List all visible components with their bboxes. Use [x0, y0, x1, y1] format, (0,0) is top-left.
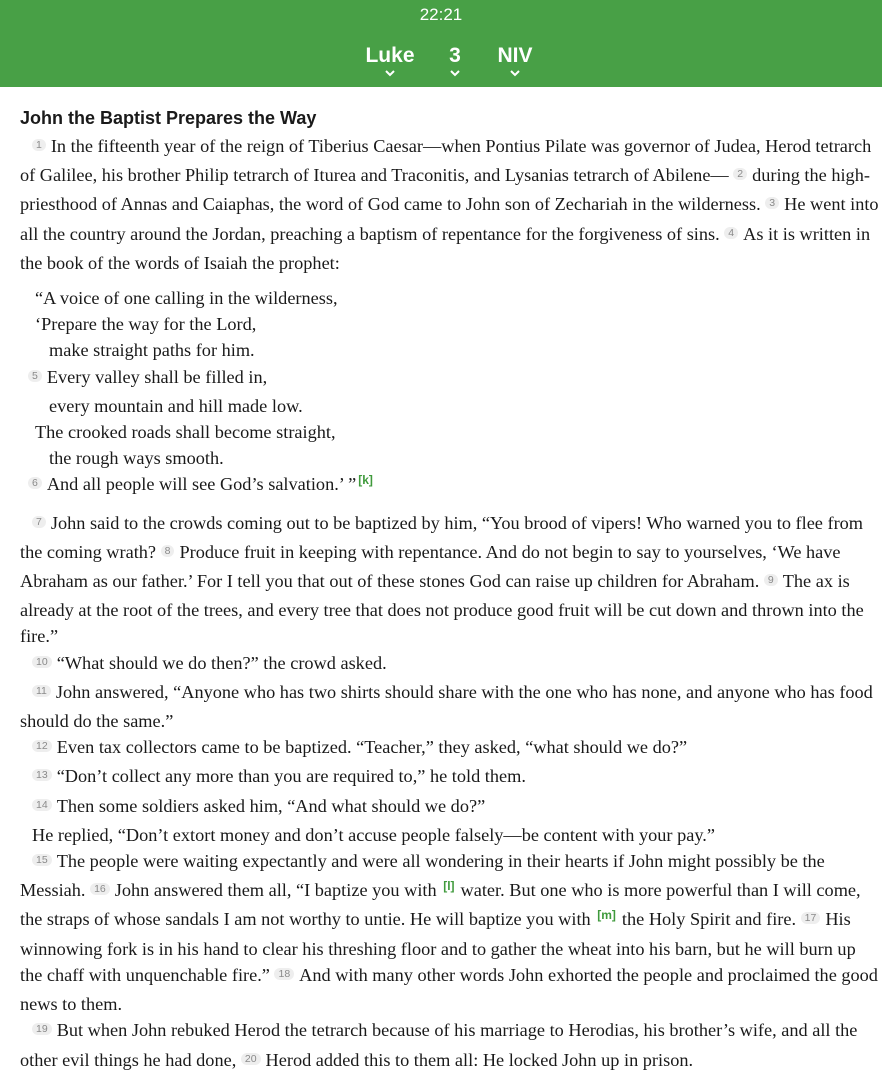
- verse-text: Even tax collectors came to be baptized. “Teacher,” they asked, “what should we do?”: [56, 737, 688, 758]
- verse-number[interactable]: 10: [32, 656, 52, 668]
- verse-number[interactable]: 3: [765, 197, 779, 209]
- paragraph: [20, 679, 880, 734]
- status-time: 22:21: [419, 5, 463, 24]
- verse-text: Then some soldiers asked him, “And what should we do?”: [56, 795, 486, 816]
- poetry-line: every mountain and hill made low.: [49, 395, 303, 416]
- verse-text: “What should we do then?” the crowd asked.: [56, 652, 387, 673]
- chapter-content: [20, 98, 880, 1076]
- poetry-block: [20, 285, 880, 501]
- verse-text: John answered them all, “I baptize you with: [114, 880, 442, 901]
- verse-number[interactable]: 13: [32, 769, 52, 781]
- verse-number[interactable]: 14: [32, 799, 52, 811]
- paragraph: [20, 1017, 880, 1075]
- verse-number[interactable]: 7: [32, 516, 46, 528]
- paragraph: [20, 650, 880, 679]
- chapter-selector[interactable]: [440, 44, 470, 77]
- book-label: Luke: [365, 44, 415, 67]
- verse-number[interactable]: 15: [32, 854, 52, 866]
- verse-number[interactable]: 20: [241, 1053, 261, 1065]
- verse-text: water. But one who is more powerful than I will come, the straps of whose sandals I am not worthy to untie. He will baptize you with: [20, 880, 861, 930]
- footnote-link[interactable]: [k]: [358, 473, 373, 488]
- verse-number[interactable]: 12: [32, 740, 52, 752]
- verse-text: Produce fruit in keeping with repentance. And do not begin to say to yourselves, ‘We have Abraham as our father.’ For I tell you that out of these stones God can raise up children for Abraham.: [20, 541, 841, 592]
- verse-text: Every valley shall be filled in,: [46, 366, 268, 387]
- paragraph: [20, 510, 880, 650]
- verse-number[interactable]: 6: [28, 477, 42, 489]
- verse-text: As it is written in the book of the words of Isaiah the prophet:: [20, 223, 871, 273]
- poetry-line: [20, 364, 880, 393]
- verse-text: The people were waiting expectantly and were all wondering in their hearts if John might possibly be the Messiah.: [20, 851, 825, 901]
- verse-number[interactable]: 4: [724, 227, 738, 239]
- paragraph: [20, 848, 880, 1017]
- chevron-down-icon: [509, 69, 521, 77]
- verse-number[interactable]: 5: [28, 370, 42, 382]
- verse-text: “Don’t collect any more than you are required to,” he told them.: [56, 766, 526, 787]
- footnote-link[interactable]: [l]: [443, 879, 455, 894]
- verse-text: Herod added this to them all: He locked John up in prison.: [265, 1049, 694, 1070]
- paragraph: He replied, “Don’t extort money and don’t accuse people falsely—be content with your pay.”: [32, 824, 715, 845]
- verse-text: His winnowing fork is in his hand to clear his threshing floor and to gather the wheat into his barn, but he will burn up the chaff with unquenchable fire.”: [20, 909, 856, 985]
- verse-text: He went into all the country around the Jordan, preaching a baptism of repentance for the forgiveness of sins.: [20, 194, 879, 244]
- verse-text: But when John rebuked Herod the tetrarch because of his marriage to Herodias, his brother’s wife, and all the other evil things he had done,: [20, 1020, 858, 1070]
- verse-text: The ax is already at the root of the trees, and every tree that does not produce good fruit will be cut down and thrown into the fire.”: [20, 571, 864, 647]
- paragraph: [20, 734, 880, 763]
- verse-text: John said to the crowds coming out to be baptized by him, “You brood of vipers! Who warned you to flee from the coming wrath?: [20, 512, 864, 562]
- verse-number[interactable]: 8: [161, 545, 175, 557]
- version-label: NIV: [497, 44, 533, 67]
- verse-number[interactable]: 16: [90, 883, 110, 895]
- footnote-link[interactable]: [m]: [597, 908, 616, 923]
- chevron-down-icon: [384, 69, 396, 77]
- verse-text: In the fifteenth year of the reign of Tiberius Caesar—when Pontius Pilate was governor of Judea, Herod tetrarch of Galilee, his brother Philip tetrarch of Iturea and Traconitis, and Lysanias tetrarch of Abilene—: [20, 136, 872, 186]
- verse-number[interactable]: 2: [733, 168, 747, 180]
- paragraph: [20, 763, 880, 792]
- poetry-line: ‘Prepare the way for the Lord,: [35, 314, 257, 335]
- verse-text: the Holy Spirit and fire.: [621, 909, 801, 930]
- verse-text: during the high-priesthood of Annas and Caiaphas, the word of God came to John son of Zechariah in the wilderness.: [20, 165, 870, 215]
- verse-number[interactable]: 1: [32, 139, 46, 151]
- book-selector[interactable]: [358, 44, 422, 77]
- poetry-line: The crooked roads shall become straight,: [35, 422, 336, 443]
- section-heading: John the Baptist Prepares the Way: [20, 108, 317, 128]
- poetry-line: “A voice of one calling in the wilderness,: [35, 288, 338, 309]
- version-selector[interactable]: [490, 44, 540, 77]
- verse-text: And all people will see God’s salvation.’ ”: [46, 474, 357, 495]
- paragraph: [20, 133, 880, 276]
- verse-number[interactable]: 11: [32, 685, 51, 697]
- paragraph: [20, 793, 880, 822]
- header-bar: [0, 0, 882, 87]
- poetry-line: make straight paths for him.: [49, 340, 255, 361]
- poetry-line: the rough ways smooth.: [49, 448, 224, 469]
- verse-number[interactable]: 19: [32, 1023, 52, 1035]
- poetry-line: [20, 471, 880, 500]
- verse-text: And with many other words John exhorted the people and proclaimed the good news to them.: [20, 964, 878, 1015]
- verse-number[interactable]: 9: [764, 574, 778, 586]
- verse-number[interactable]: 18: [274, 968, 294, 980]
- verse-text: John answered, “Anyone who has two shirts should share with the one who has none, and anyone who has food should do the same.”: [20, 681, 873, 732]
- chapter-label: 3: [449, 44, 461, 67]
- verse-number[interactable]: 17: [801, 912, 821, 924]
- chevron-down-icon: [449, 69, 461, 77]
